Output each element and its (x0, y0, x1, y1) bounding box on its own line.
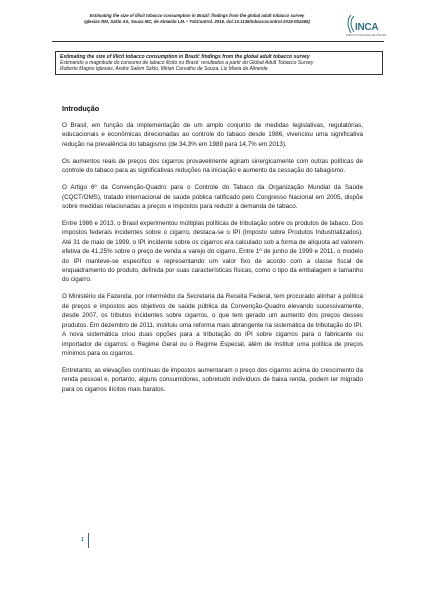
inca-logo (346, 13, 387, 39)
paragraph: O Ministério da Fazenda, por intermédio da Secretaria da Receita Federal, tem procurado alinhar a política de preços e impostos aos objetivos de saúde pública da Convenção-Quadro elevando sucessivamente, desde 2007, os tributos incidentes sobre cigarros, o que tem gerado um aumento dos preços desses produtos. Em dezembro de 2011, instituiu uma reforma mais abrangente na sistemática de tributação do IPI. A nova sistemática criou duas opções para a tributação do IPI sobre cigarros para o fabricante ou importador de cigarros: o Regime Geral ou o Regime Especial, além de instituir uma política de preços mínimos para os cigarros. (62, 293, 363, 357)
citation-title: Estimating the size of illicit tobacco consumption in Brazil: findings from the global adult tobacco survey (89, 13, 305, 18)
section-heading: Introdução (62, 104, 100, 113)
logo-text: INCA (355, 22, 379, 33)
citation-authors: Iglesias RM, Szklo AS, Souza MC, de Almeida LM. • TobControl. 2016. doi:10.1136/tobaccocontrol-2015-052465) (84, 18, 310, 24)
title-english: Estimating the size of illicit tobacco consumption in Brazil: findings from the global adult tobacco survey (60, 54, 310, 60)
page-number-divider (88, 533, 89, 548)
section-body (62, 121, 363, 402)
title-portuguese: Estimando a magnitude do consumo de tabaco ilícito no Brasil: resultados a partir do Global Adult Tobacco Survey (60, 60, 314, 67)
paragraph: Entre 1986 e 2013, o Brasil experimentou múltiplas políticas de tributação sobre os produtos de tabaco. Dos impostos federais incidentes sobre o cigarro, destaca-se o IPI (Imposto sobre Produtos Industrializados). Até 31 de maio de 1999, o IPI incidente sobre os cigarros era calculado sob a forma de alíquota ad valorem efetiva de 41,25% sobre o preço de venda a varejo do cigarro. Entre 1º de junho de 1999 e 2011, o modelo do IPI manteve-se específico e representando um valor fixo de acordo com a classe fiscal de enquadramento do produto, definida por suas características físicas, como o tipo da embalagem e tamanho do cigarro. (62, 220, 363, 284)
paragraph: Os aumentos reais de preços dos cigarros provavelmente agiram sinergicamente com outras políticas de controle do tabaco para as significativas reduções na iniciação e aumento da cessação do tabagismo. (62, 157, 363, 175)
logo-subtitle: INSTITUTO NACIONAL DE CÂNCER (346, 34, 387, 37)
paragraph: O Artigo 6º da Convenção-Quadro para o Controle do Tabaco da Organização Mundial da Saúde (CQCT/OMS), tratado internacional de saúde pública ratificado pelo Congresso Nacional em 2005, dispõe sobre medidas relacionadas a preços e impostos para reduzir a demanda de tabaco. (62, 184, 363, 211)
paragraph: Entretanto, as elevações contínuas de impostos aumentaram o preço dos cigarros acima do crescimento da renda pessoal e, portanto, alguns consumidores, sobretudo indivíduos de baixa renda, podem ter migrado para os cigarros ilícitos mais baratos. (62, 366, 363, 393)
header-divider (52, 41, 384, 42)
header-citation (52, 13, 342, 24)
title-box (55, 51, 383, 75)
page-number: 1 (81, 537, 84, 543)
authors: Roberto Magno Iglesias, André Salem Szklo, Mirian Carvalho de Souza, Liz Maria de Almeida (60, 66, 268, 73)
paragraph: O Brasil, em função da implementação de um amplo conjunto de medidas legislativas, regulatórias, educacionais e econômicas direcionadas ao controle do tabaco desde 1986, vivenciou uma significativa redução na prevalência do tabagismo (de 34,3% em 1989 para 14,7% em 2013). (62, 122, 363, 148)
